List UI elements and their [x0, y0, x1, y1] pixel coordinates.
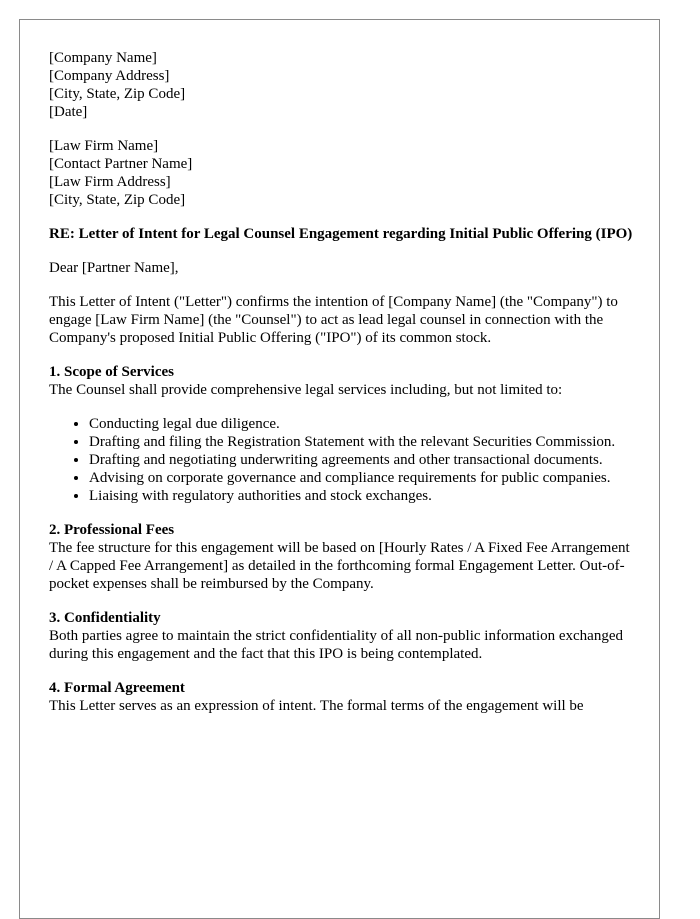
- intro-paragraph: This Letter of Intent ("Letter") confirms the intention of [Company Name] (the "Company") to engage [Law Firm Name] (the "Counsel") to act as lead legal counsel in connection with the Company's proposed Initial Public Offering ("IPO") of its common stock.: [49, 294, 618, 346]
- recipient-city-state-zip: [City, State, Zip Code]: [49, 192, 186, 208]
- letter-content: [49, 49, 634, 715]
- list-item: • Drafting and negotiating underwriting agreements and other transactional documents.: [89, 451, 634, 469]
- sender-address-block: [49, 49, 634, 121]
- letter-date: [Date]: [49, 104, 88, 120]
- list-item: • Conducting legal due diligence.: [89, 415, 634, 433]
- recipient-law-firm-name: [Law Firm Name]: [49, 138, 159, 154]
- section-heading: 4. Formal Agreement: [49, 680, 185, 696]
- section-body: This Letter serves as an expression of intent. The formal terms of the engagement will be: [49, 698, 584, 714]
- list-item: • Advising on corporate governance and compliance requirements for public companies.: [89, 469, 634, 487]
- recipient-law-firm-address: [Law Firm Address]: [49, 174, 171, 190]
- letter-page: [19, 19, 660, 919]
- section-formal-agreement: [49, 679, 634, 715]
- sender-company-name: [Company Name]: [49, 50, 157, 66]
- section-professional-fees: [49, 521, 634, 593]
- list-item: • Drafting and filing the Registration Statement with the relevant Securities Commission.: [89, 433, 634, 451]
- section-heading: 2. Professional Fees: [49, 522, 175, 538]
- salutation: Dear [Partner Name],: [49, 260, 179, 276]
- section-body: The fee structure for this engagement will be based on [Hourly Rates / A Fixed Fee Arrangement / A Capped Fee Arrangement] as detailed in the forthcoming formal Engagement Letter. Out-of-pocket expenses shall be reimbursed by the Company.: [49, 540, 630, 592]
- sender-company-address: [Company Address]: [49, 68, 170, 84]
- section-heading: 3. Confidentiality: [49, 610, 161, 626]
- section-confidentiality: [49, 609, 634, 663]
- subject-line: RE: Letter of Intent for Legal Counsel Engagement regarding Initial Public Offering (IPO): [49, 226, 633, 242]
- section-heading: 1. Scope of Services: [49, 364, 174, 380]
- section-body: The Counsel shall provide comprehensive legal services including, but not limited to:: [49, 382, 563, 398]
- services-list: [49, 415, 634, 505]
- section-scope-of-services: [49, 363, 634, 505]
- sender-city-state-zip: [City, State, Zip Code]: [49, 86, 186, 102]
- recipient-contact-partner: [Contact Partner Name]: [49, 156, 193, 172]
- section-body: Both parties agree to maintain the strict confidentiality of all non-public information exchanged during this engagement and the fact that this IPO is being contemplated.: [49, 628, 623, 662]
- list-item: • Liaising with regulatory authorities and stock exchanges.: [89, 487, 634, 505]
- recipient-address-block: [49, 137, 634, 209]
